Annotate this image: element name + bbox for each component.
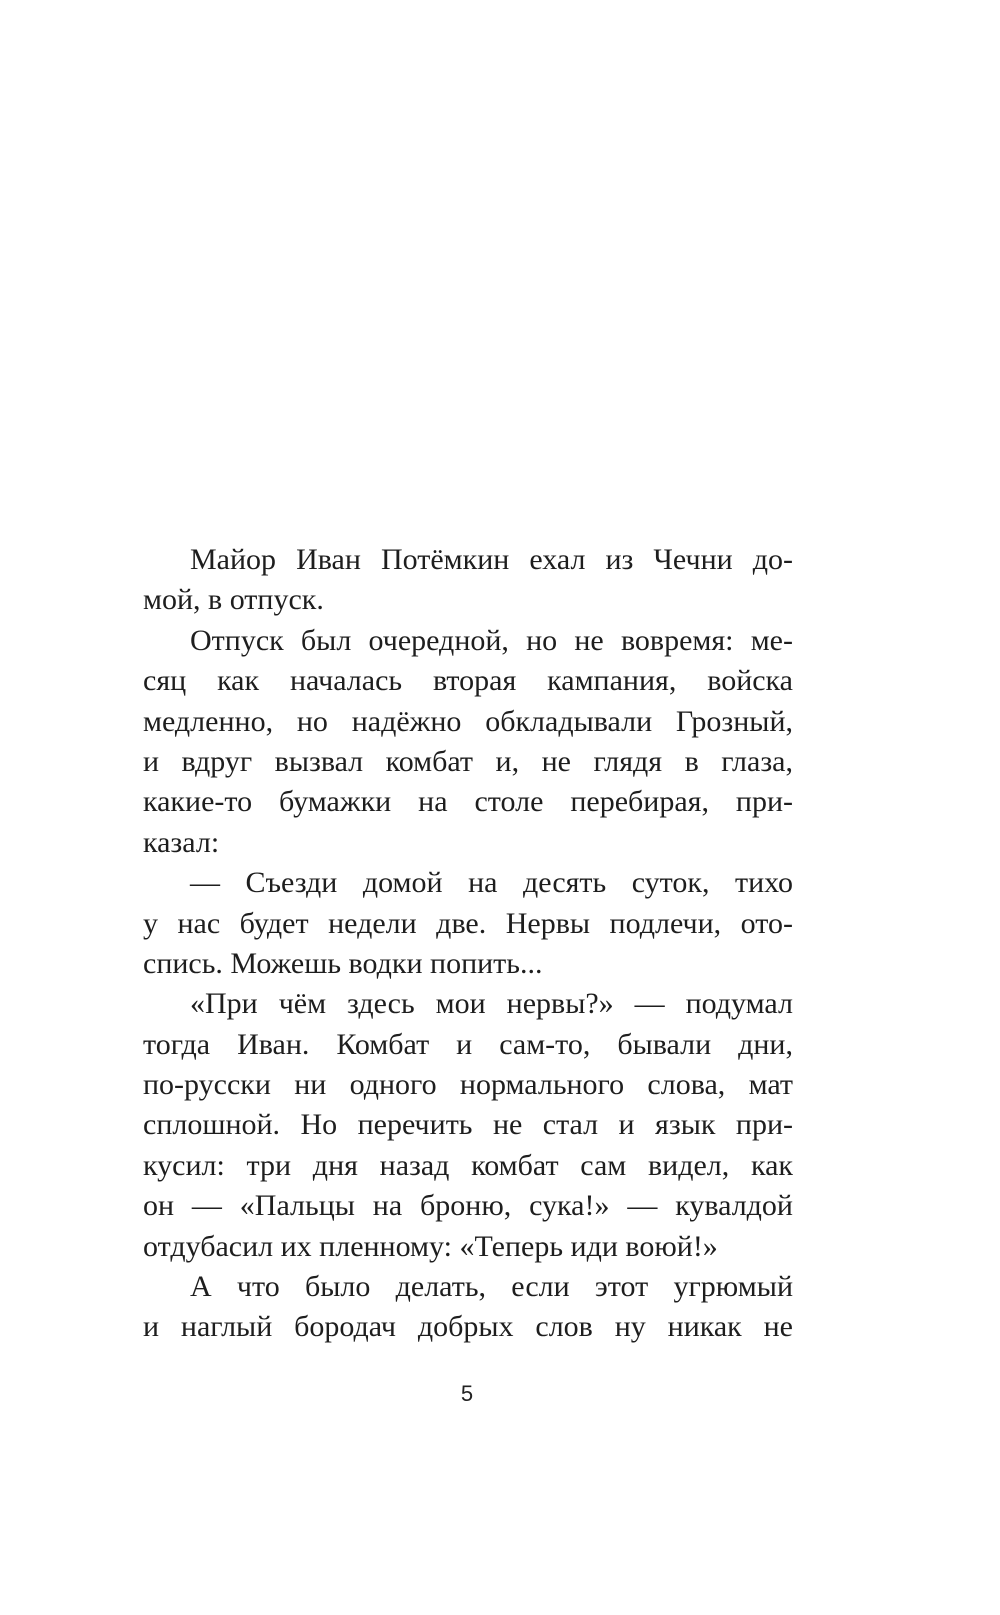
text-line: Майор Иван Потёмкин ехал из Чечни до- <box>190 543 793 576</box>
text-line: А что было делать, если этот угрюмый <box>190 1270 793 1304</box>
text-line: тогда Иван. Комбат и сам-то, бывали дни, <box>143 1027 793 1061</box>
text-line: сплошной. Но перечить не стал и язык при- <box>143 1108 793 1142</box>
text-line: он — «Пальцы на броню, сука!» — кувалдой <box>143 1189 793 1223</box>
text-line: спись. Можешь водки попить... <box>143 946 543 980</box>
text-line: мой, в отпуск. <box>143 583 324 617</box>
text-line: «При чём здесь мои нервы?» — подумал <box>190 987 793 1021</box>
body-text <box>143 540 793 1348</box>
text-line: какие-то бумажки на столе перебирая, при- <box>143 785 793 819</box>
text-line: и наглый бородач добрых слов ну никак не <box>143 1310 793 1344</box>
text-line: у нас будет недели две. Нервы подлечи, ото- <box>143 906 793 940</box>
page-number-label: 5 <box>460 1381 474 1406</box>
text-line: по-русски ни одного нормального слова, мат <box>143 1068 793 1102</box>
text-line: отдубасил их пленному: «Теперь иди воюй!» <box>143 1229 718 1263</box>
page-number <box>0 1381 1000 1407</box>
text-line: сяц как началась вторая кампания, войска <box>143 664 793 698</box>
text-line: кусил: три дня назад комбат сам видел, как <box>143 1148 793 1182</box>
text-line: — Съезди домой на десять суток, тихо <box>190 866 793 900</box>
text-line: Отпуск был очередной, но не вовремя: ме- <box>190 623 793 657</box>
text-line: медленно, но надёжно обкладывали Грозный, <box>143 704 793 738</box>
text-line: казал: <box>143 825 220 859</box>
text-line: и вдруг вызвал комбат и, не глядя в глаза, <box>143 744 793 778</box>
